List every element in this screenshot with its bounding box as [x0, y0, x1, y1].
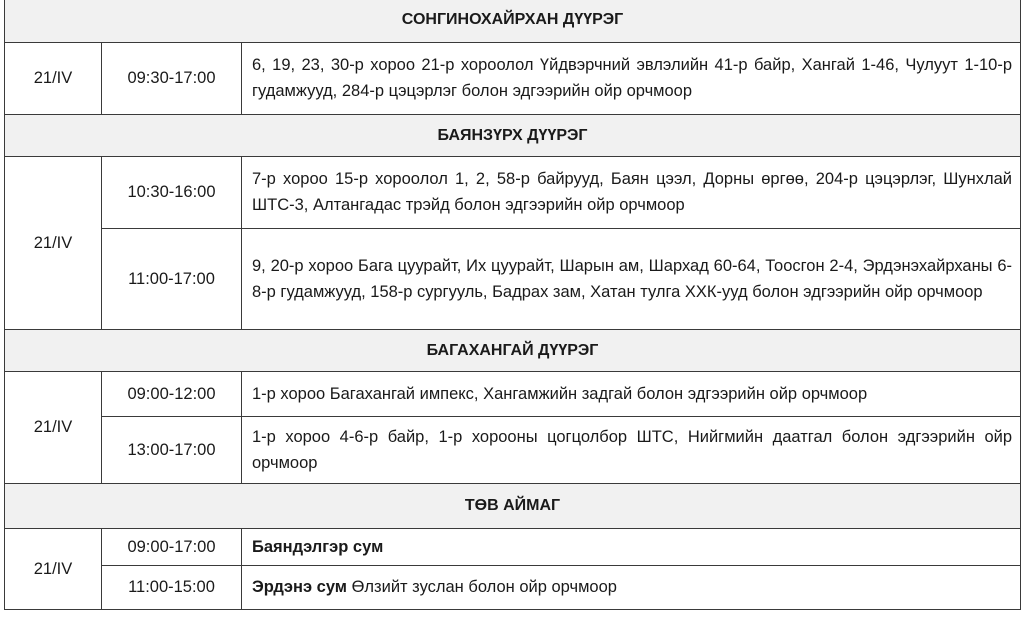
location-text: 6, 19, 23, 30-р хороо 21-р хороолол Үйдвэрчний эвлэлийн 41-р байр, Хангай 1-46, Чулуут 1-10-р гудамжууд, 284-р цэцэрлэг болон эдгээрийн ойр орчмоор — [252, 56, 1013, 100]
time-cell: 10:30-16:00 — [102, 157, 242, 229]
schedule-row — [5, 417, 1021, 484]
schedule-row — [5, 157, 1021, 229]
location-cell — [242, 529, 1021, 566]
location-cell — [242, 566, 1021, 610]
location-text: 9, 20-р хороо Бага цуурайт, Их цуурайт, Шарын ам, Шархад 60-64, Тоосгон 2-4, Эрдэнэхайрханы 6-8-р гудамжууд, 158-р сургууль, Бадрах зам, Хатан тулга ХХК-ууд болон эдгээрийн ойр орчмоор — [252, 256, 1013, 301]
location-cell — [242, 43, 1021, 115]
date-cell: 21/IV — [5, 43, 102, 115]
location-text: 1-р хороо 4-6-р байр, 1-р хорооны цогцолбор ШТС, Нийгмийн даатгал болон эдгээрийн ойр орчмоор — [252, 427, 1013, 472]
schedule-row — [5, 372, 1021, 417]
schedule-row — [5, 43, 1021, 115]
time-cell: 13:00-17:00 — [102, 417, 242, 484]
section-header-row — [5, 0, 1021, 43]
schedule-row — [5, 229, 1021, 330]
section-title: БАГАХАНГАЙ ДҮҮРЭГ — [5, 330, 1021, 372]
section-header-row — [5, 330, 1021, 372]
section-header-row — [5, 484, 1021, 529]
location-cell — [242, 417, 1021, 484]
section-title: БАЯНЗҮРХ ДҮҮРЭГ — [5, 115, 1021, 157]
outage-schedule-table — [4, 0, 1021, 610]
date-cell: 21/IV — [5, 372, 102, 484]
date-cell: 21/IV — [5, 157, 102, 330]
date-cell: 21/IV — [5, 529, 102, 610]
location-bold-text: Баяндэлгэр сум — [252, 537, 384, 556]
time-cell: 09:00-17:00 — [102, 529, 242, 566]
location-cell — [242, 372, 1021, 417]
location-text: 7-р хороо 15-р хороолол 1, 2, 58-р байрууд, Баян цээл, Дорны өргөө, 204-р цэцэрлэг, Шунхлай ШТС-3, Алтангадас трэйд болон эдгээрийн ойр орчмоор — [252, 170, 1013, 214]
time-cell: 11:00-17:00 — [102, 229, 242, 330]
location-cell — [242, 157, 1021, 229]
section-title: ТӨВ АЙМАГ — [5, 484, 1021, 529]
time-cell: 11:00-15:00 — [102, 566, 242, 610]
location-text: Өлзийт зуслан болон ойр орчмоор — [347, 578, 617, 596]
time-cell: 09:00-12:00 — [102, 372, 242, 417]
time-cell: 09:30-17:00 — [102, 43, 242, 115]
schedule-row — [5, 529, 1021, 566]
schedule-row — [5, 566, 1021, 610]
location-cell — [242, 229, 1021, 330]
section-title: СОНГИНОХАЙРХАН ДҮҮРЭГ — [5, 0, 1021, 43]
section-header-row — [5, 115, 1021, 157]
location-bold-text: Эрдэнэ сум — [252, 578, 347, 596]
location-text: 1-р хороо Багахангай импекс, Хангамжийн задгай болон эдгээрийн ойр орчмоор — [252, 384, 868, 403]
